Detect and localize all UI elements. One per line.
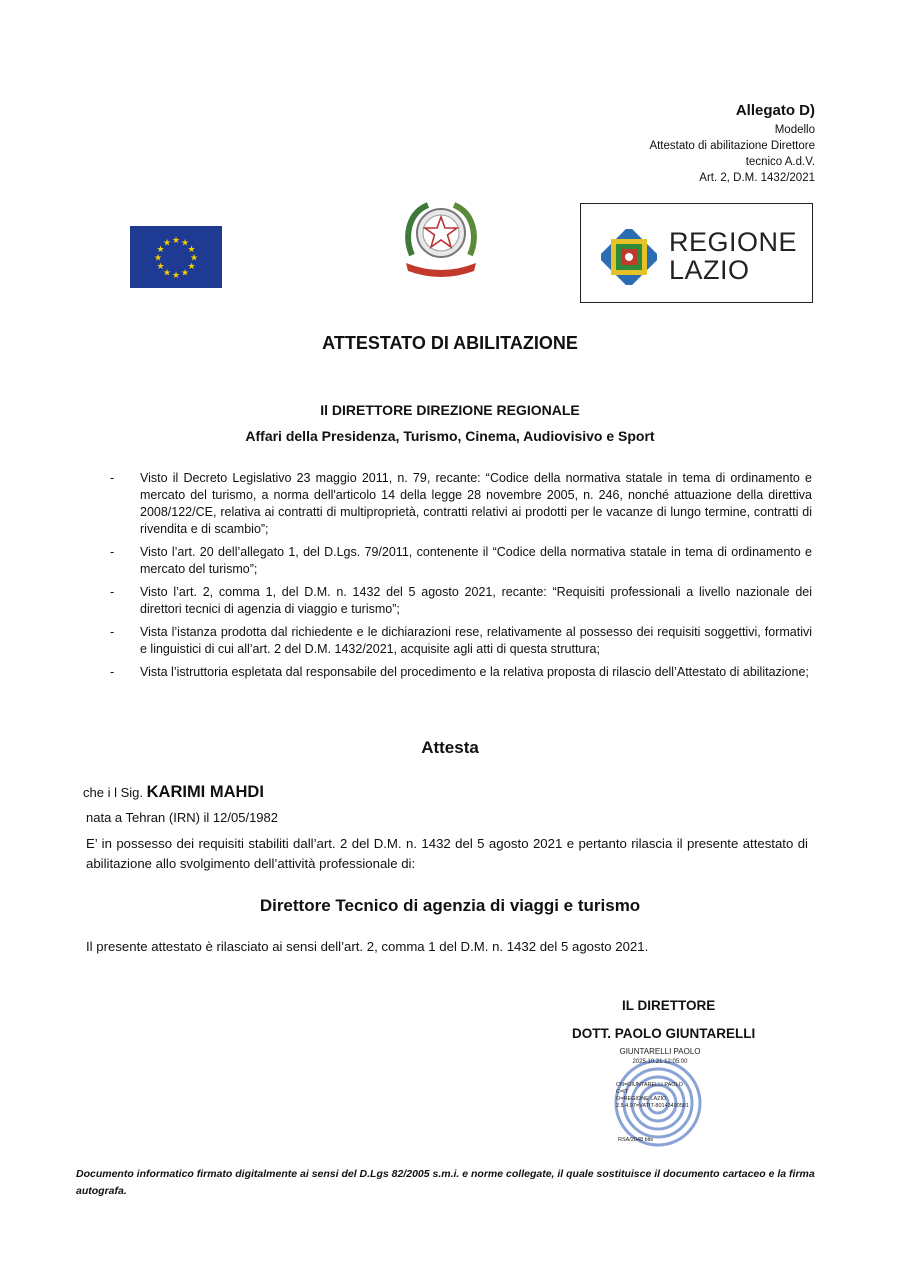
digital-signature-notice: Documento informatico firmato digitalmente ai sensi del D.Lgs 82/2005 s.m.i. e norme collegate, il quale sostituisce il documento cartaceo e la firma autografa. bbox=[76, 1168, 815, 1197]
regione-lazio-crest-icon bbox=[601, 229, 657, 285]
svg-text:★: ★ bbox=[171, 236, 181, 246]
director-heading: Il DIRETTORE DIREZIONE REGIONALE bbox=[320, 402, 580, 418]
stamp-org: O=REGIONE LAZIO bbox=[616, 1096, 667, 1102]
digital-signature-stamp bbox=[612, 1048, 722, 1148]
annex-line: Attestato di abilitazione Direttore bbox=[649, 140, 815, 152]
requirements-statement: E’ in possesso dei requisiti stabiliti dall’art. 2 del D.M. n. 1432 del 5 agosto 2021 e pertanto rilascia il presente attestato di abilitazione allo svolgimento dell’attività professionale di: bbox=[86, 836, 808, 871]
stamp-vat: 2.5.4.97=VATIT-80143490581 bbox=[616, 1103, 690, 1109]
regione-line: REGIONE bbox=[669, 227, 798, 257]
annex-label: Allegato D) bbox=[735, 102, 815, 119]
svg-text:★: ★ bbox=[162, 268, 172, 279]
list-item: - Visto l’art. 2, comma 1, del D.M. n. 1432 del 5 agosto 2021, recante: “Requisiti professionali a livello nazionale dei direttori tecnici di agenzia di viaggio e turismo”; bbox=[110, 584, 812, 618]
stamp-algorithm: RSA/2048 bits bbox=[618, 1137, 654, 1143]
signatory-role: IL DIRETTORE bbox=[622, 998, 716, 1013]
stamp-signer: GIUNTARELLI PAOLO bbox=[619, 1047, 701, 1056]
directorate-name: Affari della Presidenza, Turismo, Cinema, Audiovisivo e Sport bbox=[245, 428, 655, 444]
svg-text:★: ★ bbox=[156, 245, 165, 255]
qualification-title: Direttore Tecnico di agenzia di viaggi e turismo bbox=[259, 896, 641, 915]
stamp-timestamp: 2025.10.21 12:05:00 bbox=[632, 1059, 688, 1065]
holder-birth: nata a Tehran (IRN) il 12/05/1982 bbox=[86, 810, 278, 825]
holder-name: KARIMI MAHDI bbox=[146, 783, 264, 801]
attesta-heading: Attesta bbox=[421, 738, 479, 757]
issuance-statement: Il presente attestato è rilasciato ai sensi dell’art. 2, comma 1 del D.M. n. 1432 del 5 agosto 2021. bbox=[86, 939, 649, 954]
list-item: - Vista l’istruttoria espletata dal responsabile del procedimento e la relativa proposta di rilascio dell’Attestato di abilitazione; bbox=[110, 664, 812, 681]
list-item: - Visto l’art. 20 dell’allegato 1, del D.Lgs. 79/2011, contenente il “Codice della normativa statale in tema di ordinamento e mercato del turismo”; bbox=[110, 544, 812, 578]
svg-text:★: ★ bbox=[187, 245, 196, 255]
lazio-line: LAZIO bbox=[669, 255, 750, 285]
signatory-name: DOTT. PAOLO GIUNTARELLI bbox=[572, 1026, 756, 1041]
italian-republic-emblem-icon bbox=[402, 197, 480, 279]
svg-text:★: ★ bbox=[180, 238, 190, 249]
regione-lazio-logo bbox=[580, 203, 813, 303]
svg-text:★: ★ bbox=[153, 253, 163, 264]
stamp-country: C=IT bbox=[616, 1089, 629, 1095]
eu-flag-icon bbox=[130, 226, 222, 288]
premises-list bbox=[110, 470, 812, 687]
holder-prefix: che i l Sig. bbox=[83, 785, 143, 800]
annex-line: Modello bbox=[774, 124, 815, 136]
svg-text:★: ★ bbox=[171, 271, 181, 281]
annex-line: Art. 2, D.M. 1432/2021 bbox=[699, 172, 815, 184]
document-title: ATTESTATO DI ABILITAZIONE bbox=[322, 333, 578, 353]
stamp-cn: CN=GIUNTARELLI PAOLO bbox=[616, 1082, 683, 1088]
holder-line bbox=[83, 783, 264, 802]
svg-text:★: ★ bbox=[189, 253, 199, 264]
svg-text:★: ★ bbox=[156, 262, 165, 272]
annex-line: tecnico A.d.V. bbox=[745, 156, 815, 168]
svg-text:★: ★ bbox=[187, 262, 196, 272]
list-item: - Vista l’istanza prodotta dal richiedente e le dichiarazioni rese, relativamente al possesso dei requisiti soggettivi, formativi e linguistici di cui all’art. 2 del D.M. 1432/2021, acquisite agli atti di questa struttura; bbox=[110, 624, 812, 658]
svg-text:★: ★ bbox=[162, 238, 172, 249]
annex-header bbox=[649, 100, 815, 186]
regione-lazio-name bbox=[669, 228, 797, 284]
svg-text:★: ★ bbox=[180, 268, 190, 279]
list-item: - Visto il Decreto Legislativo 23 maggio 2011, n. 79, recante: “Codice della normativa statale in tema di ordinamento e mercato del turismo, a norma dell'articolo 14 della legge 28 novembre 2005, n. 246, nonché attuazione della direttiva 2008/122/CE, relativa ai contratti di multiproprietà, contratti relativi ai prodotti per le vacanze di lungo termine, contratti di rivendita e di scambio”; bbox=[110, 470, 812, 538]
